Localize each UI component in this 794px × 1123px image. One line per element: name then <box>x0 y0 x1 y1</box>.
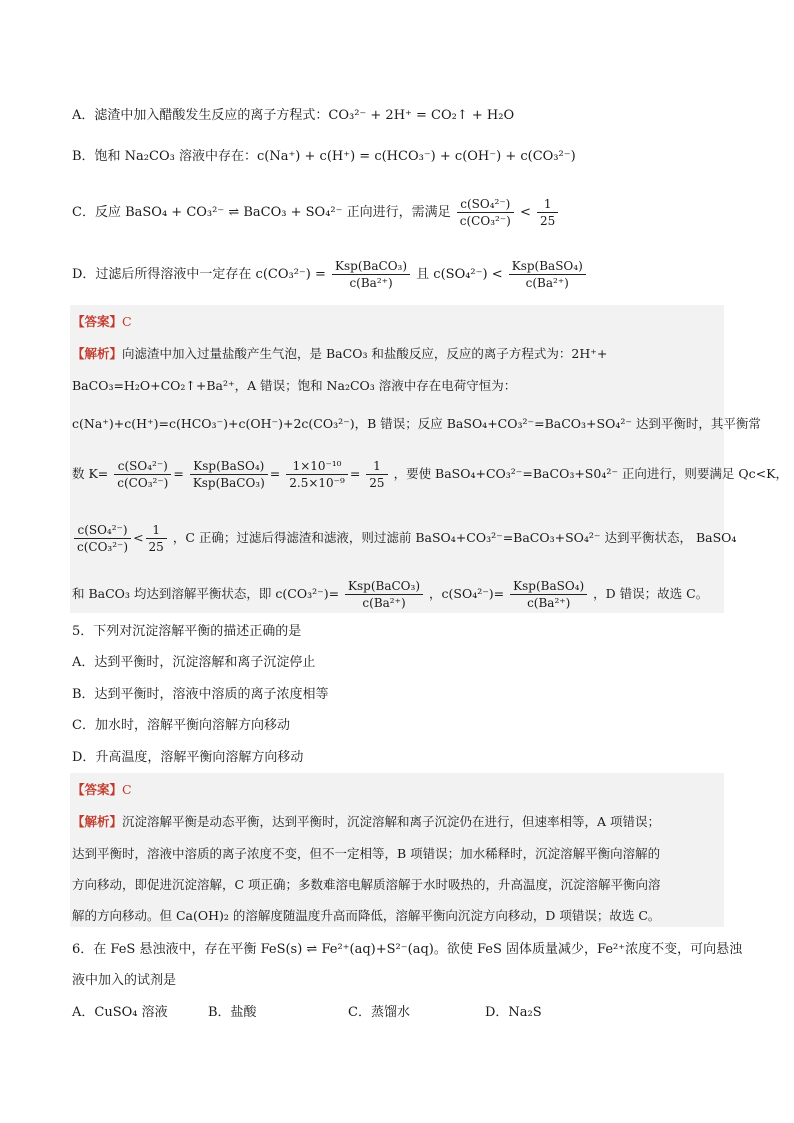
q5-option-b: B．达到平衡时，溶液中溶质的离子浓度相等 <box>72 687 329 702</box>
equals-sign: = <box>269 466 281 481</box>
fraction-numerator: Ksp(BaSO₄) <box>190 458 268 475</box>
q4-explanation-line-3: c(Na⁺)+c(H⁺)=c(HCO₃⁻)+c(OH⁻)+2c(CO₃²⁻)，B 错误；反应 BaSO₄+CO₃²⁻=BaCO₃+SO₄²⁻ 达到平衡时，其平衡常 <box>72 416 761 431</box>
fraction-denominator: Ksp(BaCO₃) <box>192 476 265 490</box>
fraction-numerator: c(SO₄²⁻) <box>74 522 131 539</box>
ksp-baco3-fraction <box>345 578 423 611</box>
fraction-denominator: 25 <box>369 476 385 490</box>
explanation-label: 【解析】 <box>72 814 123 829</box>
q4-explanation-line-2: BaCO₃=H₂O+CO₂↑+Ba²⁺，A 错误；饱和 Na₂CO₃ 溶液中存在电荷守恒为： <box>72 378 517 393</box>
q5-explanation-line-1 <box>72 812 660 832</box>
q4-answer-line <box>72 312 132 332</box>
fraction-numerator: Ksp(BaSO₄) <box>510 578 587 595</box>
q4-explanation-line-5 <box>72 522 736 555</box>
fraction-numerator: 1 <box>537 196 558 213</box>
less-than-sign: < <box>133 530 144 545</box>
fraction-denominator: c(CO₃²⁻) <box>117 476 169 490</box>
q4-option-d <box>72 258 588 291</box>
fraction-denominator: c(Ba²⁺) <box>362 596 406 610</box>
q4-explanation-line-1 <box>72 344 607 364</box>
explanation-text: 数 K= <box>72 466 109 481</box>
explanation-text: 沉淀溶解平衡是动态平衡，达到平衡时，沉淀溶解和离子沉淀仍在进行，但速率相等，A 项错误； <box>122 814 661 829</box>
q4-option-d-fraction-2 <box>509 258 586 291</box>
q6-option-c: C．蒸馏水 <box>348 1005 410 1020</box>
q5-option-d: D．升高温度，溶解平衡向溶解方向移动 <box>72 750 304 765</box>
explanation-text: 和 BaCO₃ 均达到溶解平衡状态，即 c(CO₃²⁻)= <box>72 586 340 601</box>
fraction-denominator: 2.5×10⁻⁹ <box>289 476 345 490</box>
answer-label: 【答案】 <box>72 782 123 797</box>
explanation-text: 向滤渣中加入过量盐酸产生气泡，是 BaCO₃ 和盐酸反应，反应的离子方程式为：2H⁺+ <box>122 346 608 361</box>
q5-explanation-line-4: 解的方向移动。但 Ca(OH)₂ 的溶解度随温度升高而降低，溶解平衡向沉淀方向移动，D 项错误；故选 C。 <box>72 908 661 923</box>
fraction-denominator: c(CO₃²⁻) <box>459 214 511 228</box>
qc-rhs-fraction <box>146 522 167 555</box>
answer-value: C <box>122 782 132 797</box>
explanation-label: 【解析】 <box>72 346 123 361</box>
equals-sign: = <box>173 466 184 481</box>
q4-option-c-rhs-fraction <box>537 196 558 229</box>
fraction-denominator: 25 <box>148 540 164 554</box>
fraction-numerator: c(SO₄²⁻) <box>457 196 514 213</box>
q4-option-c <box>72 196 560 229</box>
q4-option-c-fraction <box>457 196 514 229</box>
q6-option-d: D．Na₂S <box>485 1005 542 1020</box>
explanation-text: ，c(SO₄²⁻)= <box>429 586 505 601</box>
answer-value: C <box>122 314 132 329</box>
q4-option-d-text: D．过滤后所得溶液中一定存在 c(CO₃²⁻) = <box>72 267 326 282</box>
fraction-denominator: 25 <box>540 214 556 228</box>
q4-option-c-text: C．反应 BaSO₄ + CO₃²⁻ ⇌ BaCO₃ + SO₄²⁻ 正向进行，需满足 <box>72 205 451 220</box>
less-than-sign: < <box>519 205 531 220</box>
q5-answer-line <box>72 780 132 800</box>
q6-option-b: B．盐酸 <box>208 1005 257 1020</box>
q4-option-a: A．滤渣中加入醋酸发生反应的离子方程式：CO₃²⁻ + 2H⁺ = CO₂↑ + H₂O <box>72 108 515 123</box>
q6-stem-line-1: 6．在 FeS 悬浊液中，存在平衡 FeS(s) ⇌ Fe²⁺(aq)+S²⁻(aq)。欲使 FeS 固体质量减少，Fe²⁺浓度不变，可向悬浊 <box>72 942 743 957</box>
q5-explanation-line-2: 达到平衡时，溶液中溶质的离子浓度不变，但不一定相等，B 项错误；加水稀释时，沉淀溶解平衡向溶解的 <box>72 846 661 861</box>
q5-option-c: C．加水时，溶解平衡向溶解方向移动 <box>72 718 290 733</box>
k-fraction-2 <box>190 458 268 491</box>
fraction-numerator: c(SO₄²⁻) <box>114 458 171 475</box>
fraction-denominator: c(Ba²⁺) <box>349 276 393 290</box>
q4-option-b: B．饱和 Na₂CO₃ 溶液中存在：c(Na⁺) + c(H⁺) = c(HCO₃⁻) + c(OH⁻) + c(CO₃²⁻) <box>72 149 576 164</box>
k-fraction-3 <box>286 458 348 491</box>
q4-explanation-line-6 <box>72 578 708 611</box>
fraction-denominator: c(CO₃²⁻) <box>77 540 129 554</box>
q6-option-a: A．CuSO₄ 溶液 <box>72 1005 168 1020</box>
fraction-numerator: Ksp(BaCO₃) <box>345 578 423 595</box>
fraction-numerator: 1 <box>146 522 167 539</box>
q6-stem-line-2: 液中加入的试剂是 <box>72 973 177 988</box>
answer-label: 【答案】 <box>72 314 123 329</box>
k-fraction-4 <box>366 458 387 491</box>
explanation-text: ，C 正确；过滤后得滤渣和滤液，则过滤前 BaSO₄+CO₃²⁻=BaCO₃+SO₄²⁻ 达到平衡状态， BaSO₄ <box>172 530 737 545</box>
q5-stem: 5．下列对沉淀溶解平衡的描述正确的是 <box>72 624 302 639</box>
equals-sign: = <box>349 466 361 481</box>
q4-explanation-line-4 <box>72 458 788 491</box>
fraction-numerator: 1 <box>366 458 387 475</box>
q4-option-d-mid: 且 c(SO₄²⁻) < <box>416 267 503 282</box>
fraction-numerator: Ksp(BaSO₄) <box>509 258 586 275</box>
q4-option-d-fraction-1 <box>332 258 410 291</box>
q5-explanation-line-3: 方向移动，即促进沉淀溶解，C 项正确；多数难溶电解质溶解于水时吸热的，升高温度，沉淀溶解平衡向溶 <box>72 877 661 892</box>
fraction-denominator: c(Ba²⁺) <box>525 276 569 290</box>
explanation-text: ，D 错误；故选 C。 <box>593 586 709 601</box>
ksp-baso4-fraction <box>510 578 587 611</box>
fraction-numerator: Ksp(BaCO₃) <box>332 258 410 275</box>
fraction-numerator: 1×10⁻¹⁰ <box>286 458 348 475</box>
q5-option-a: A．达到平衡时，沉淀溶解和离子沉淀停止 <box>72 655 316 670</box>
qc-fraction <box>74 522 131 555</box>
k-fraction-1 <box>114 458 171 491</box>
fraction-denominator: c(Ba²⁺) <box>527 596 571 610</box>
explanation-text: ，要使 BaSO₄+CO₃²⁻=BaCO₃+S0₄²⁻ 正向进行，则要满足 Qc<K， <box>393 466 788 481</box>
